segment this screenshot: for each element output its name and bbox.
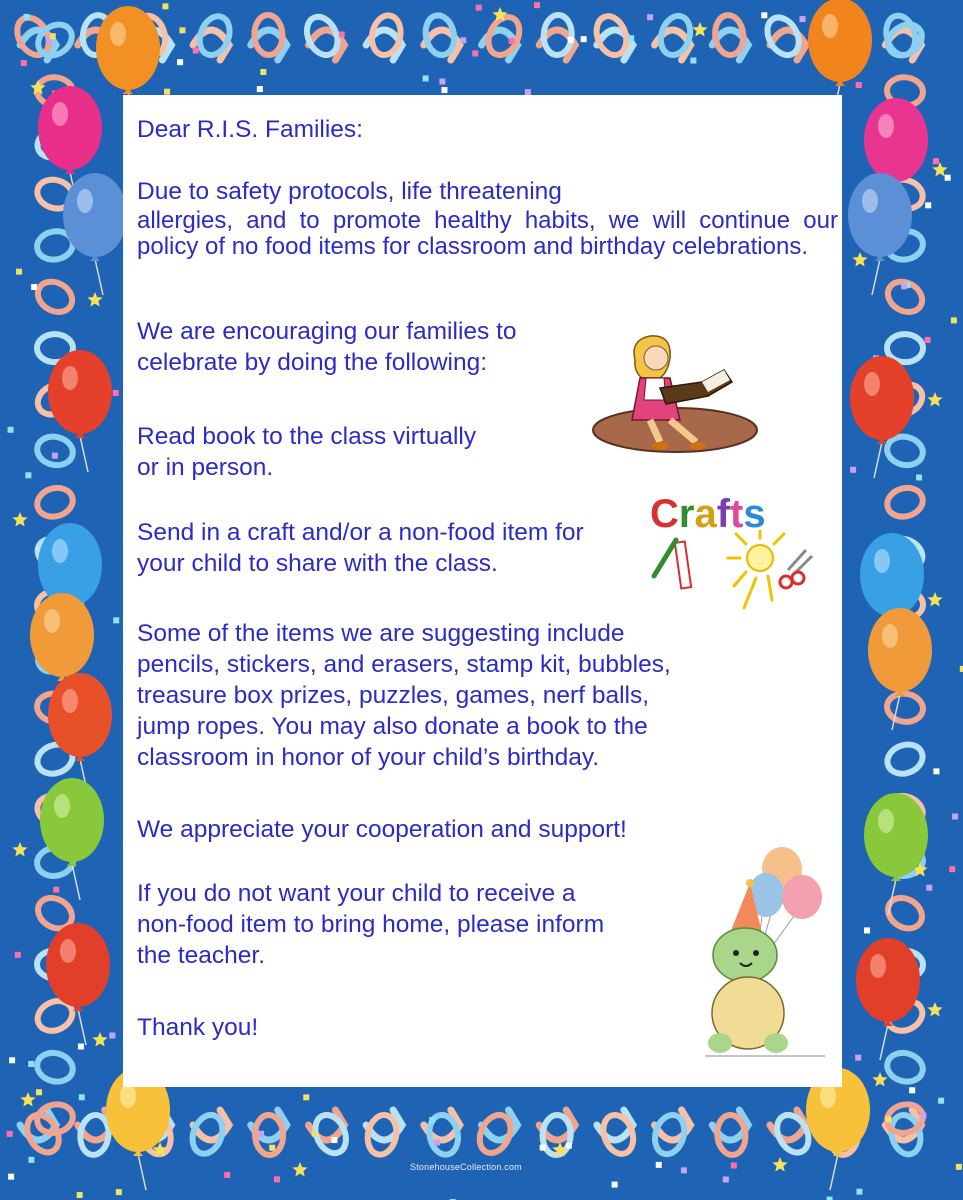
balloon-string (95, 259, 103, 295)
streamer (78, 1113, 111, 1156)
confetti-piece (945, 175, 951, 181)
streamer (34, 433, 75, 468)
balloon-highlight (54, 794, 70, 818)
confetti-piece (164, 89, 170, 95)
star-icon (872, 1072, 887, 1086)
balloon-highlight (878, 114, 894, 138)
confetti-piece (53, 887, 59, 893)
confetti-piece (827, 1197, 833, 1200)
balloon-icon (864, 98, 928, 182)
confetti-piece (52, 453, 58, 459)
confetti-piece (460, 37, 466, 43)
star-icon (852, 252, 867, 266)
confetti-piece (113, 617, 119, 623)
crafts-word: Crafts (650, 492, 766, 536)
confetti-piece (938, 1098, 944, 1104)
confetti-piece (303, 1094, 309, 1100)
balloon-icon (48, 673, 112, 757)
confetti-piece (224, 1172, 230, 1178)
confetti-piece (925, 337, 931, 343)
star-icon (927, 392, 942, 406)
balloon-icon (40, 778, 104, 862)
streamer (715, 1114, 747, 1157)
confetti-piece (31, 284, 37, 290)
confetti-piece (429, 1117, 435, 1123)
streamer (884, 1049, 926, 1085)
confetti-piece (9, 1057, 15, 1063)
confetti-piece (339, 32, 345, 38)
girl-reading-book-icon (590, 330, 760, 460)
balloon-highlight (77, 189, 93, 213)
closing: Thank you! (137, 1014, 259, 1041)
confetti-piece (933, 768, 939, 774)
streamer (591, 12, 631, 59)
confetti-piece (509, 38, 515, 44)
confetti-piece (856, 82, 862, 88)
confetti-piece (864, 927, 870, 933)
streamer (422, 13, 457, 58)
streamer (713, 14, 745, 57)
balloon-string (874, 442, 882, 478)
confetti-piece (423, 75, 429, 81)
confetti-piece (79, 1094, 85, 1100)
balloon-string (80, 436, 88, 472)
confetti-piece (36, 1089, 42, 1095)
confetti-piece (23, 14, 29, 20)
confetti-piece (116, 1189, 122, 1195)
confetti-piece (15, 952, 21, 958)
balloon-highlight (44, 609, 60, 633)
confetti-piece (916, 474, 922, 480)
streamer (884, 484, 926, 521)
balloon-highlight (62, 689, 78, 713)
confetti-piece (78, 1044, 84, 1050)
confetti-piece (50, 33, 56, 39)
confetti-piece (949, 866, 955, 872)
balloon-icon (856, 938, 920, 1022)
confetti-piece (731, 1163, 737, 1169)
confetti-piece (21, 60, 27, 66)
confetti-piece (534, 2, 540, 8)
confetti-piece (476, 5, 482, 11)
streamer (650, 1111, 688, 1157)
confetti-piece (113, 390, 119, 396)
turtle-with-balloons-icon (700, 845, 830, 1060)
star-icon (12, 512, 27, 526)
star-icon (927, 1002, 942, 1016)
streamer (885, 691, 925, 724)
balloon-highlight (862, 189, 878, 213)
confetti-piece (926, 885, 932, 891)
balloon-icon (808, 0, 872, 82)
star-icon (20, 1092, 35, 1106)
balloon-highlight (822, 14, 838, 38)
star-icon (692, 22, 707, 36)
paragraph-thanks-support: We appreciate your cooperation and support! (137, 816, 627, 843)
confetti-piece (920, 1112, 926, 1118)
star-icon (927, 592, 942, 606)
confetti-piece (723, 1177, 729, 1183)
crafts-icon (648, 490, 818, 615)
streamer (883, 740, 927, 779)
confetti-piece (162, 3, 168, 9)
confetti-piece (856, 1189, 862, 1195)
balloon-highlight (52, 102, 68, 126)
paragraph-suggestions: Some of the items we are suggesting include pencils, stickers, and erasers, stamp kit, bubbles, treasure box prizes, puzzles, games, nerf balls, jump ropes. You may also donate a book to the classroom in honor of your child’s birthday. (137, 620, 671, 771)
balloon-string (872, 259, 880, 295)
star-icon (292, 1162, 307, 1176)
paragraph-read-book: Read book to the class virtually or in person. (137, 423, 477, 481)
balloon-icon (96, 6, 160, 90)
balloon-icon (48, 350, 112, 434)
balloon-highlight (52, 539, 68, 563)
confetti-piece (925, 202, 931, 208)
paragraph-policy: allergies, and to promote healthy habits, we will continue our policy of no food items for classroom and birthday celebrations. (137, 207, 838, 260)
confetti-piece (109, 1032, 115, 1038)
confetti-piece (952, 813, 958, 819)
balloon-highlight (60, 939, 76, 963)
confetti-piece (855, 1055, 861, 1061)
greeting: Dear R.I.S. Families: (137, 116, 363, 143)
confetti-piece (681, 1167, 687, 1173)
confetti-piece (800, 16, 806, 22)
confetti-piece (690, 58, 696, 64)
confetti-piece (909, 1087, 915, 1093)
confetti-piece (331, 1137, 337, 1143)
confetti-piece (656, 1162, 662, 1168)
watermark-credit: StonehouseCollection.com (410, 1162, 522, 1172)
confetti-piece (257, 86, 263, 92)
star-icon (772, 1157, 787, 1171)
balloon-string (830, 1154, 838, 1190)
confetti-piece (612, 1182, 618, 1188)
confetti-piece (28, 1061, 34, 1067)
crafts-supplies-icon (648, 530, 818, 615)
confetti-piece (933, 158, 939, 164)
paragraph-opt-out: If you do not want your child to receive a non-food item to bring home, please inform the teacher. (137, 880, 605, 969)
balloon-icon (864, 793, 928, 877)
streamer (32, 276, 77, 318)
balloon-icon (860, 533, 924, 617)
balloon-string (78, 1009, 86, 1045)
star-icon (87, 292, 102, 306)
confetti-piece (179, 27, 185, 33)
streamer (364, 1112, 400, 1157)
paragraph-craft: Send in a craft and/or a non-food item for your child to share with the class. (137, 519, 584, 577)
confetti-piece (434, 1139, 440, 1145)
confetti-piece (951, 317, 957, 323)
streamer (194, 12, 234, 59)
streamer (34, 1049, 76, 1085)
confetti-piece (25, 472, 31, 478)
confetti-piece (269, 1145, 275, 1151)
balloon-icon (38, 86, 102, 170)
confetti-piece (260, 69, 266, 75)
balloon-icon (30, 593, 94, 677)
confetti-piece (540, 1145, 546, 1151)
balloon-string (72, 864, 80, 900)
confetti-piece (956, 1164, 962, 1170)
confetti-piece (77, 1192, 83, 1198)
streamer (882, 276, 927, 318)
balloon-highlight (870, 954, 886, 978)
confetti-piece (761, 12, 767, 18)
balloon-icon (848, 173, 912, 257)
paragraph-encourage: We are encouraging our families to celebrate by doing the following: (137, 318, 517, 376)
balloon-highlight (110, 22, 126, 46)
balloon-highlight (874, 549, 890, 573)
confetti-piece (8, 1174, 14, 1180)
balloon-highlight (878, 809, 894, 833)
confetti-piece (8, 427, 14, 433)
streamer (34, 484, 76, 521)
balloon-highlight (882, 624, 898, 648)
confetti-piece (568, 37, 574, 43)
confetti-piece (647, 14, 653, 20)
balloon-highlight (62, 366, 78, 390)
confetti-piece (628, 35, 634, 41)
confetti-piece (258, 1131, 264, 1137)
confetti-piece (886, 1116, 892, 1122)
balloon-highlight (120, 1084, 136, 1108)
confetti-piece (441, 87, 447, 93)
star-icon (92, 1032, 107, 1046)
confetti-piece (850, 467, 856, 473)
confetti-piece (312, 1131, 318, 1137)
confetti-piece (439, 79, 445, 85)
star-icon (12, 842, 27, 856)
confetti-piece (581, 36, 587, 42)
confetti-piece (901, 283, 907, 289)
confetti-piece (7, 1131, 13, 1137)
paragraph-policy-line-1: Due to safety protocols, life threatening (137, 178, 562, 205)
balloon-icon (850, 356, 914, 440)
confetti-piece (472, 50, 478, 56)
streamer (884, 433, 925, 468)
confetti-piece (274, 1176, 280, 1182)
balloon-icon (46, 923, 110, 1007)
streamer (887, 334, 923, 363)
confetti-piece (193, 47, 199, 53)
streamer (187, 1111, 227, 1158)
balloon-highlight (820, 1084, 836, 1108)
balloon-icon (868, 608, 932, 692)
balloon-icon (63, 173, 127, 257)
confetti-piece (177, 59, 183, 65)
balloon-string (138, 1154, 146, 1190)
balloon-string (880, 1024, 888, 1060)
balloon-highlight (864, 372, 880, 396)
confetti-piece (28, 1157, 34, 1163)
confetti-piece (16, 269, 22, 275)
